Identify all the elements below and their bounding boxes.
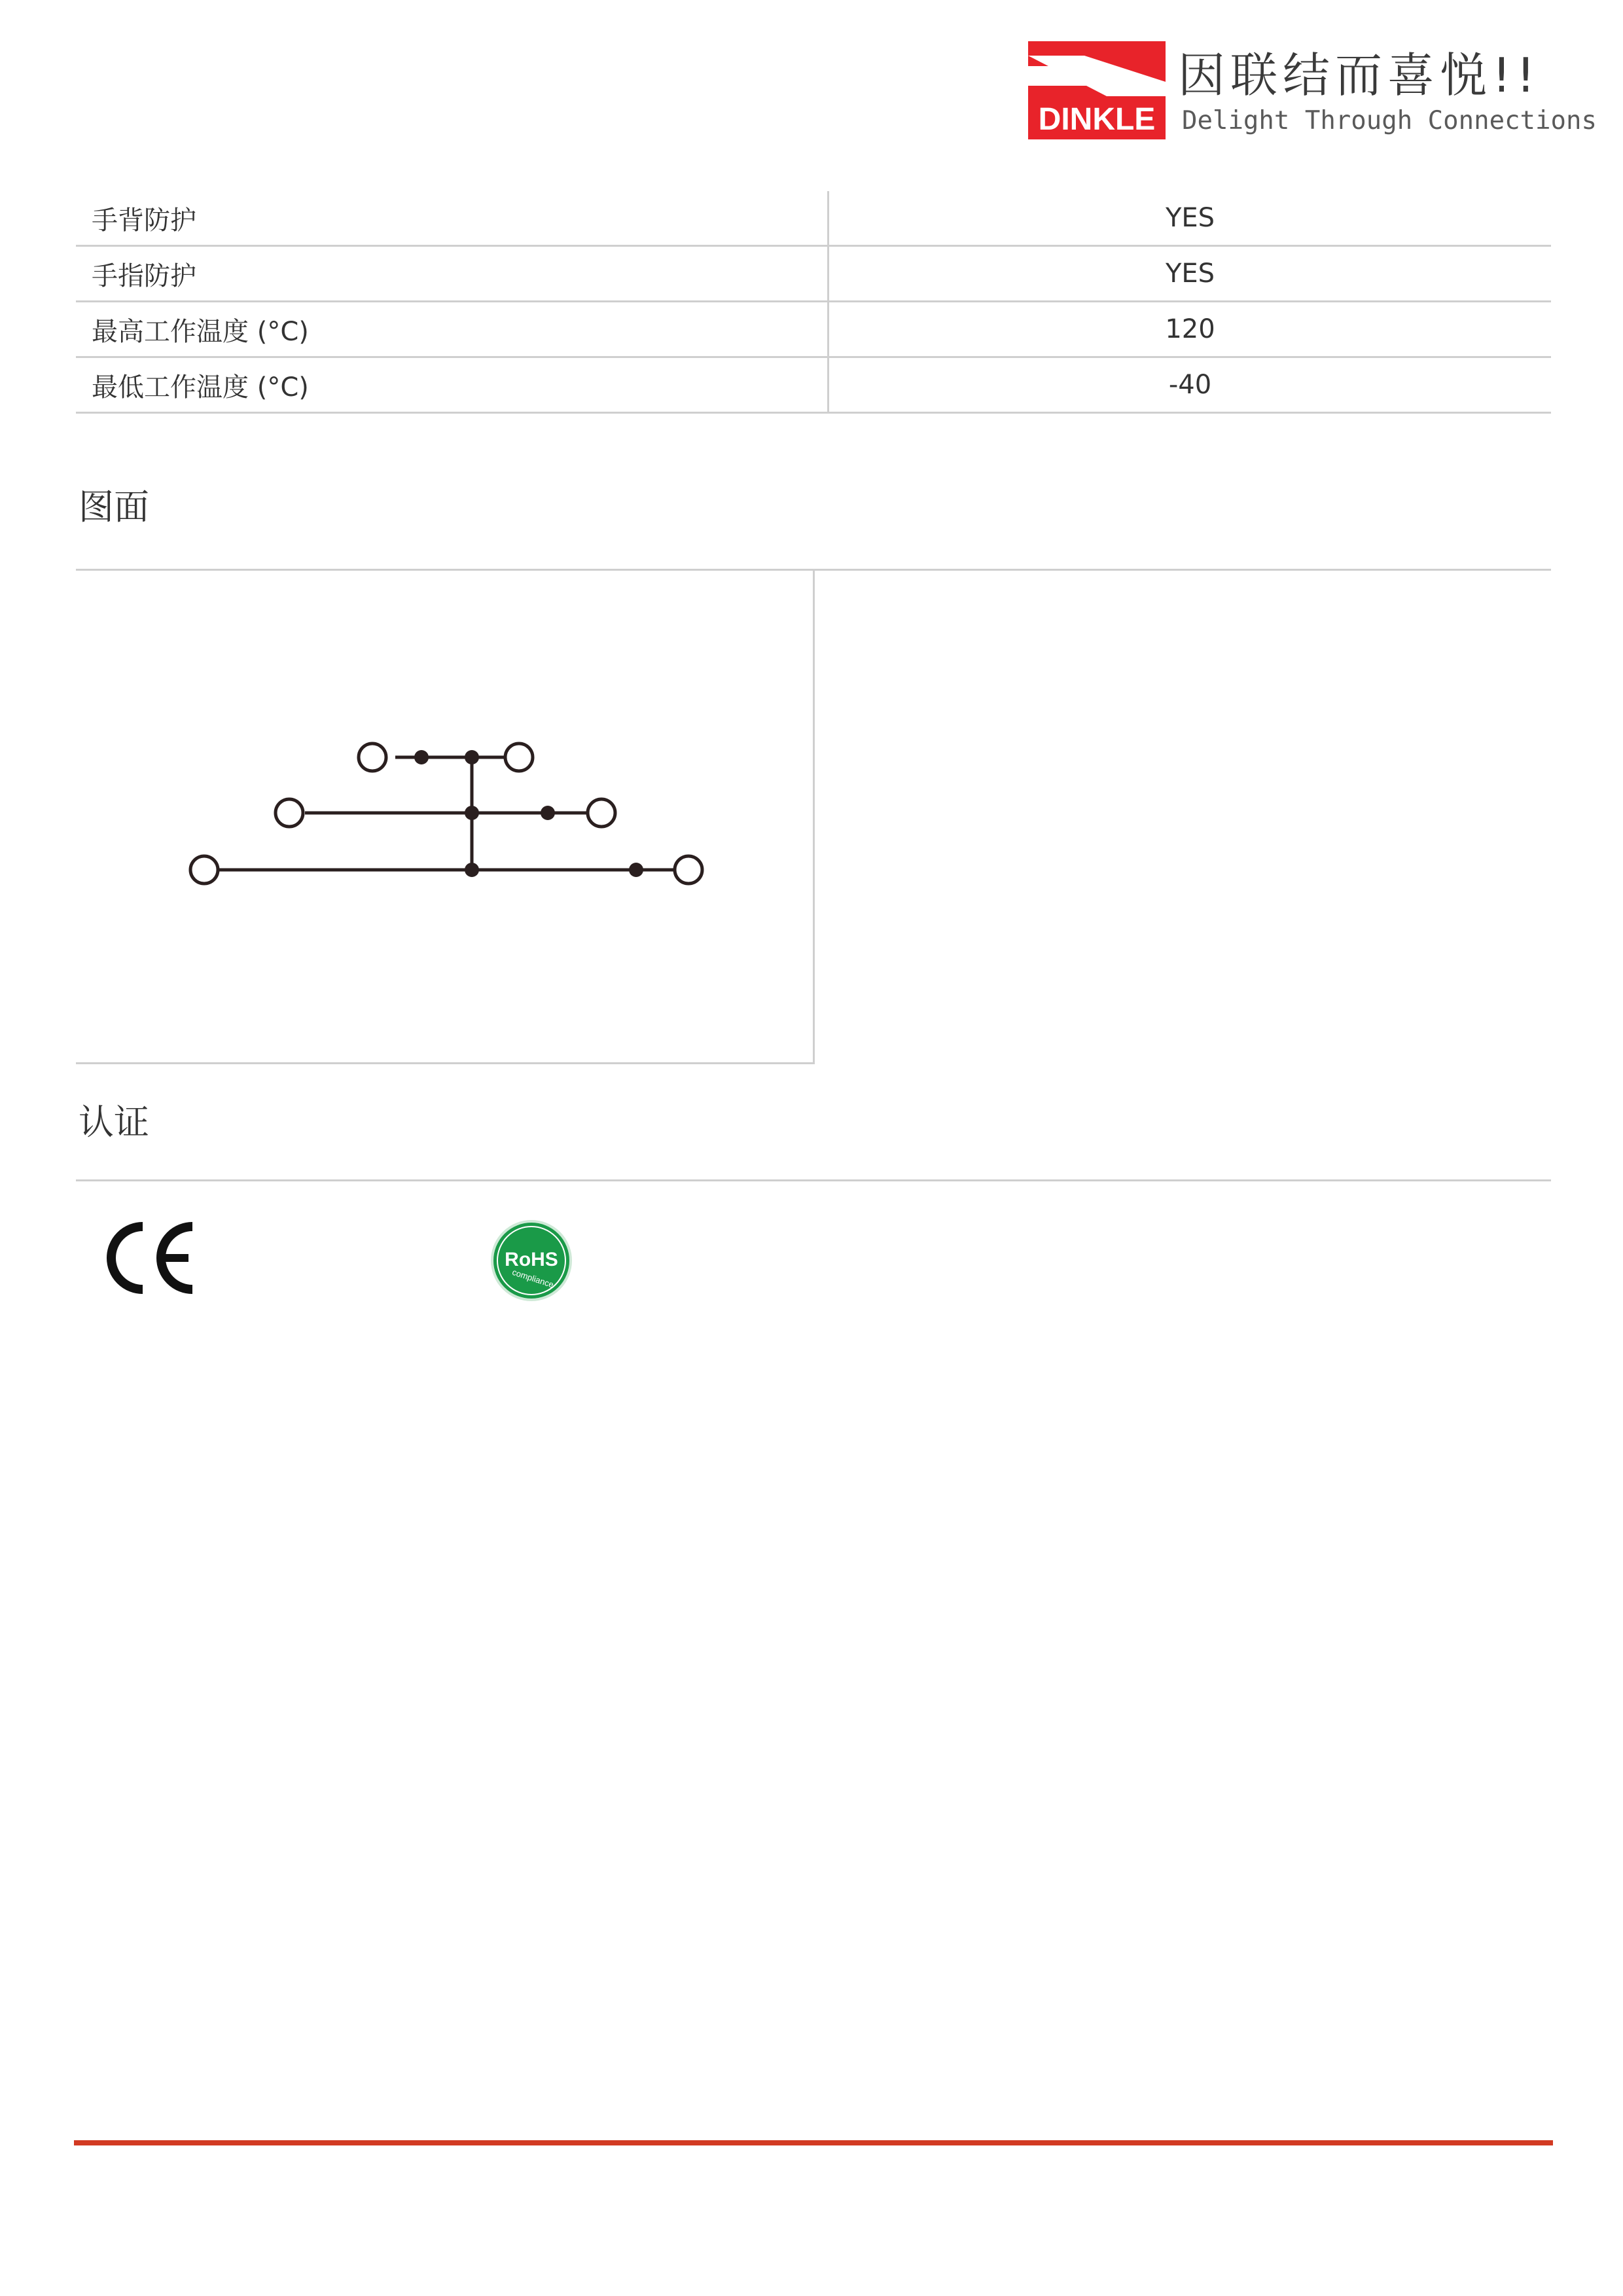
footer-rule (74, 2140, 1553, 2145)
junction-dot (541, 806, 555, 820)
junction-dot (629, 863, 643, 877)
wiring-schematic (76, 569, 813, 1062)
spec-value: 120 (829, 302, 1552, 357)
terminal-circle (588, 799, 615, 827)
brand-name: DINKLE (1038, 102, 1156, 137)
certification-divider (76, 1179, 1551, 1181)
slogan-chinese: 因联结而喜悦!! (1178, 48, 1541, 103)
table-row (76, 357, 1551, 413)
spec-label: 最低工作温度 (°C) (76, 357, 829, 413)
table-row (76, 246, 1551, 302)
junction-dot (465, 806, 479, 820)
terminal-circle (190, 856, 218, 884)
table-row (76, 191, 1551, 246)
junction-dot (465, 750, 479, 764)
spec-value: -40 (829, 357, 1552, 413)
spec-label: 手背防护 (76, 191, 829, 246)
junction-dot (414, 750, 429, 764)
dinkle-logo-mark (1028, 41, 1166, 139)
junction-dot (465, 863, 479, 877)
terminal-circle (359, 744, 386, 771)
terminal-circle (276, 799, 303, 827)
drawing-panel (76, 569, 815, 1064)
table-row (76, 302, 1551, 357)
svg-text:compliance: compliance (510, 1266, 555, 1290)
rohs-badge-icon (490, 1219, 573, 1302)
slogan-english: Delight Through Connections (1182, 106, 1597, 135)
svg-text:RoHS: RoHS (505, 1249, 558, 1270)
certification-section-title: 认证 (79, 1102, 149, 1143)
spec-value: YES (829, 246, 1552, 302)
spec-label: 手指防护 (76, 246, 829, 302)
spec-label: 最高工作温度 (°C) (76, 302, 829, 357)
spec-table (76, 191, 1551, 414)
drawing-section-title: 图面 (79, 486, 149, 528)
spec-value: YES (829, 191, 1552, 246)
ce-mark-icon (99, 1219, 198, 1297)
terminal-circle (505, 744, 533, 771)
terminal-circle (675, 856, 702, 884)
